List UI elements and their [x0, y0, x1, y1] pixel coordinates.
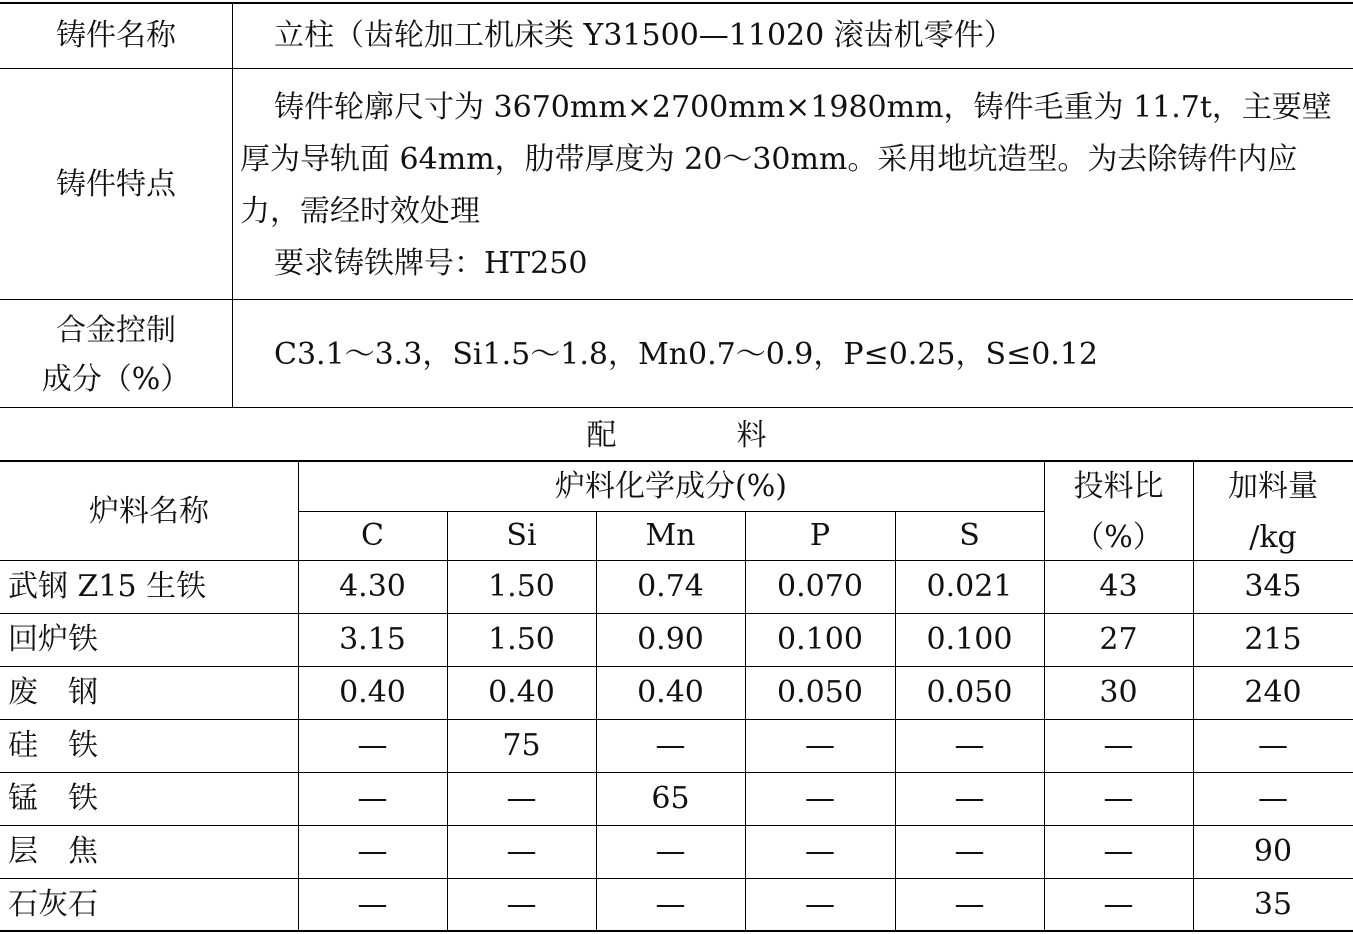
table-cell: 75 [502, 728, 541, 763]
table-cell: — [805, 781, 835, 816]
table-cell: — [357, 728, 388, 763]
table-cell: 90 [1253, 834, 1293, 869]
table-cell: — [1103, 781, 1134, 816]
table-cell: 240 [1244, 675, 1302, 710]
row-divider [0, 719, 1353, 720]
table-cell: — [805, 834, 835, 869]
row-name: 硅 铁 [8, 728, 98, 763]
row-divider [0, 560, 1353, 561]
row-divider [0, 407, 1353, 408]
table-cell: — [1103, 728, 1134, 763]
table-cell: 65 [651, 781, 690, 816]
table-border-top [0, 2, 1353, 4]
feature-line: 厚为导轨面 64mm，肋带厚度为 20～30mm。采用地坑造型。为去除铸件内应 [240, 142, 1298, 177]
table-cell: 43 [1099, 569, 1138, 604]
table-border-bottom [0, 930, 1353, 932]
table-cell: — [1103, 887, 1134, 922]
table-cell: 1.50 [488, 622, 555, 657]
col-header-p: P [809, 518, 831, 553]
casting-name-value: 立柱（齿轮加工机床类 Y31500—11020 滚齿机零件） [274, 18, 1014, 53]
col-header-name: 炉料名称 [89, 494, 209, 529]
table-cell: 27 [1099, 622, 1138, 657]
table-cell: — [506, 781, 537, 816]
table-cell: — [1258, 728, 1288, 763]
table-cell: 0.021 [926, 569, 1013, 604]
vertical-divider [232, 2, 233, 408]
casting-name-label: 铸件名称 [56, 18, 176, 53]
table-cell: 4.30 [339, 569, 406, 604]
row-divider [0, 613, 1353, 614]
table-cell: — [954, 781, 985, 816]
row-divider [0, 825, 1353, 826]
table-cell: — [357, 887, 388, 922]
table-cell: 35 [1253, 887, 1293, 922]
table-cell: 0.40 [637, 675, 704, 710]
table-cell: 345 [1244, 569, 1302, 604]
row-divider [0, 460, 1353, 462]
alloy-value: C3.1～3.3，Si1.5～1.8，Mn0.7～0.9，P≤0.25，S≤0.12 [274, 337, 1099, 372]
table-cell: — [954, 834, 985, 869]
col-header-ratio-line2: （%） [1074, 520, 1163, 555]
col-header-si: Si [506, 518, 537, 553]
table-cell: 0.050 [777, 675, 863, 710]
col-header-c: C [361, 518, 384, 553]
table-cell: 0.74 [637, 569, 704, 604]
table-cell: — [1103, 834, 1134, 869]
table-cell: — [954, 887, 985, 922]
table-cell: 1.50 [488, 569, 555, 604]
casting-feature-label: 铸件特点 [56, 167, 176, 202]
table-cell: — [655, 728, 686, 763]
col-header-amount-line2: /kg [1249, 520, 1297, 555]
row-name: 锰 铁 [8, 781, 98, 816]
section-title: 配 料 [586, 418, 767, 453]
row-divider [0, 68, 1353, 69]
table-cell: — [357, 781, 388, 816]
feature-line: 铸件轮廓尺寸为 3670mm×2700mm×1980mm，铸件毛重为 11.7t，主要壁 [274, 90, 1332, 125]
table-cell: — [655, 887, 686, 922]
row-name: 回炉铁 [8, 622, 98, 657]
row-divider [0, 878, 1353, 879]
feature-line: 力，需经时效处理 [240, 194, 480, 229]
alloy-label-line1: 合金控制 [56, 313, 176, 348]
feature-line: 要求铸铁牌号：HT250 [274, 246, 588, 281]
table-cell: 3.15 [339, 622, 406, 657]
row-divider [298, 511, 1044, 512]
table-cell: 215 [1244, 622, 1302, 657]
table-cell: 0.40 [339, 675, 406, 710]
row-divider [0, 666, 1353, 667]
table-cell: — [655, 834, 686, 869]
table-cell: 0.100 [926, 622, 1013, 657]
row-name: 层 焦 [8, 834, 98, 869]
table-cell: — [506, 887, 537, 922]
col-header-chem: 炉料化学成分(%) [555, 469, 787, 504]
table-cell: — [357, 834, 388, 869]
col-header-amount-line1: 加料量 [1228, 469, 1318, 504]
table-cell: 0.070 [777, 569, 863, 604]
row-name: 废 钢 [8, 675, 98, 710]
alloy-label-line2: 成分（%） [41, 362, 191, 397]
col-header-mn: Mn [645, 518, 696, 553]
row-divider [0, 299, 1353, 300]
row-name: 石灰石 [8, 887, 98, 922]
table-cell: — [805, 887, 835, 922]
table-cell: 0.050 [926, 675, 1013, 710]
table-cell: — [506, 834, 537, 869]
row-name: 武钢 Z15 生铁 [8, 569, 207, 604]
row-divider [0, 772, 1353, 773]
table-cell: 0.40 [488, 675, 555, 710]
table-cell: 0.90 [637, 622, 704, 657]
col-header-s: S [959, 518, 980, 553]
table-cell: — [805, 728, 835, 763]
table-cell: 30 [1099, 675, 1138, 710]
col-header-ratio-line1: 投料比 [1073, 469, 1164, 504]
table-cell: — [954, 728, 985, 763]
table-cell: — [1258, 781, 1288, 816]
table-cell: 0.100 [777, 622, 863, 657]
